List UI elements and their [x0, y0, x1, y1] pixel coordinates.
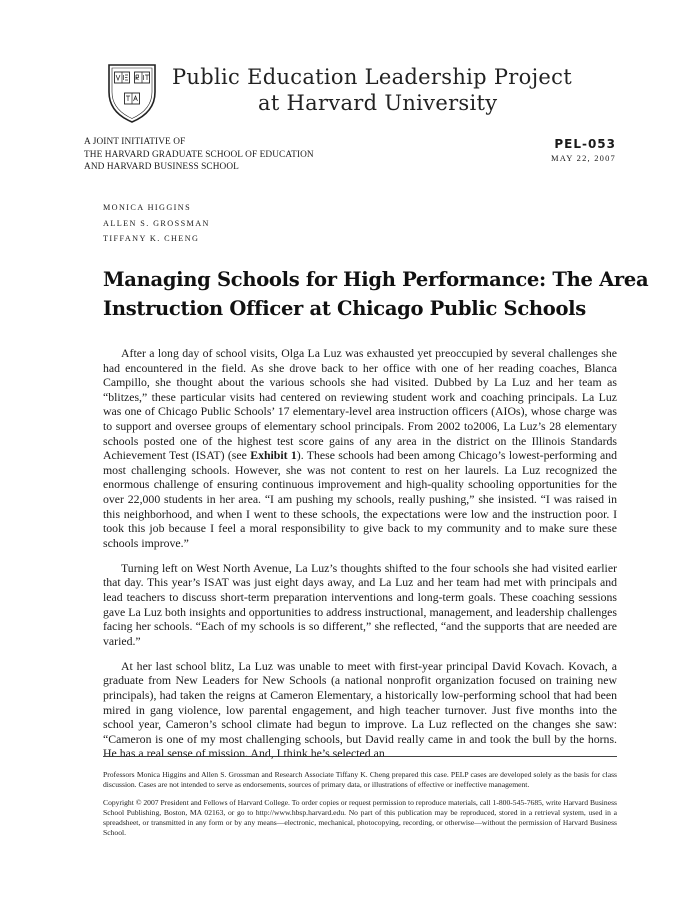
footnote-block — [103, 770, 617, 846]
footnote-copyright: Copyright © 2007 President and Fellows of Harvard College. To order copies or request permission to reproduce materials, call 1-800-545-7685, write Harvard Business School Publishing, Boston, MA 02163, or go to http://www.hbsp.harvard.edu. No part of this publication may be reproduced, stored in a retrieval system, used in a spreadsheet, or transmitted in any form or by any means—electronic, mechanical, photocopying, recording, or otherwise—without the permission of Harvard Business School. — [103, 798, 617, 837]
body-text-run: ). These schools had been among Chicago’s lowest-performing and most challenging schools. However, she was not content to rest on her laurels. La Luz recognized the enormous challenge of ensuring continuous improvement and high-quality schooling opportunities for the over 22,000 students in her area. “I am pushing my schools, really pushing,” she insisted. “I was raised in this neighborhood, and when I went to these schools, the expectations were low and the instruction poor. I took this job because I feel a moral responsibility to give back to my community and to make sure these schools improve.” — [103, 448, 617, 550]
initiative-line: AND HARVARD BUSINESS SCHOOL — [84, 162, 239, 172]
body-text-run: After a long day of school visits, Olga La Luz was exhausted yet preoccupied by several challenges she had encountered in the field. As she drove back to her office with one of her reading coaches, Blanca Campillo, she thought about the various schools she had visited. Dubbed by La Luz and her team as “blitzes,” these particular visits had centered on reviewing student work and coaching principals. La Luz was one of Chicago Public Schools’ 17 elementary-level area instruction officers (AIOs), whose charge was to support and oversee groups of elementary school principals. From 2002 to2006, La Luz’s 28 elementary schools posted one of the highest test score gains of any area in the district on the Illinois Standards Achievement Test (ISAT) (see — [103, 346, 617, 463]
footnote-divider — [103, 756, 617, 757]
project-title-line2: at Harvard University — [258, 91, 498, 115]
case-number: PEL-053 — [554, 137, 616, 151]
body-text — [103, 346, 617, 772]
project-title — [172, 64, 592, 116]
exhibit-reference: Exhibit 1 — [250, 448, 297, 463]
author-name: MONICA HIGGINS — [103, 203, 192, 212]
author-name: TIFFANY K. CHENG — [103, 234, 200, 243]
harvard-veritas-shield-icon — [106, 62, 158, 124]
case-title-line1: Managing Schools for High Performance: The Area — [103, 268, 649, 291]
case-title — [103, 265, 649, 323]
body-paragraph: At her last school blitz, La Luz was unable to meet with first-year principal David Kovach. Kovach, a graduate from New Leaders for New Schools (a national nonprofit organization focused on training new principals), had taken the reigns at Cameron Elementary, a historically low-performing school that had been mired in gang violence, low parental engagement, and high teacher turnover. Just five months into the school year, Cameron’s school climate had begun to improve. La Luz reflected on the changes she saw: “Cameron is one of my most challenging schools, but David really came in and took the bull by the horns. He has a real sense of mission. And, I think he’s selected an — [103, 658, 617, 761]
case-date: MAY 22, 2007 — [550, 153, 616, 163]
joint-initiative-block — [84, 136, 314, 174]
initiative-line: THE HARVARD GRADUATE SCHOOL OF EDUCATION — [84, 149, 314, 160]
project-title-line1: Public Education Leadership Project — [172, 65, 572, 89]
author-list — [103, 200, 210, 247]
footnote-authorship: Professors Monica Higgins and Allen S. Grossman and Research Associate Tiffany K. Cheng prepared this case. PELP cases are developed solely as the basis for class discussion. Cases are not intended to serve as endorsements, sources of primary data, or illustrations of effective or ineffective management. — [103, 770, 617, 789]
body-paragraph: Turning left on West North Avenue, La Luz’s thoughts shifted to the four schools she had visited earlier that day. This year’s ISAT was just eight days away, and La Luz and her team had met with principals and lead teachers to discuss short-term preparation interventions and long-term goals. These coaching sessions gave La Luz both insights and opportunities to address instructional, management, and leadership challenges facing her schools. “Each of my schools is so different,” she reflected, “and the supports that are needed are varied.” — [103, 560, 617, 648]
case-title-line2: Instruction Officer at Chicago Public Schools — [103, 297, 586, 320]
body-paragraph — [103, 346, 617, 550]
initiative-line: A JOINT INITIATIVE OF — [84, 137, 186, 147]
author-name: ALLEN S. GROSSMAN — [103, 218, 210, 228]
